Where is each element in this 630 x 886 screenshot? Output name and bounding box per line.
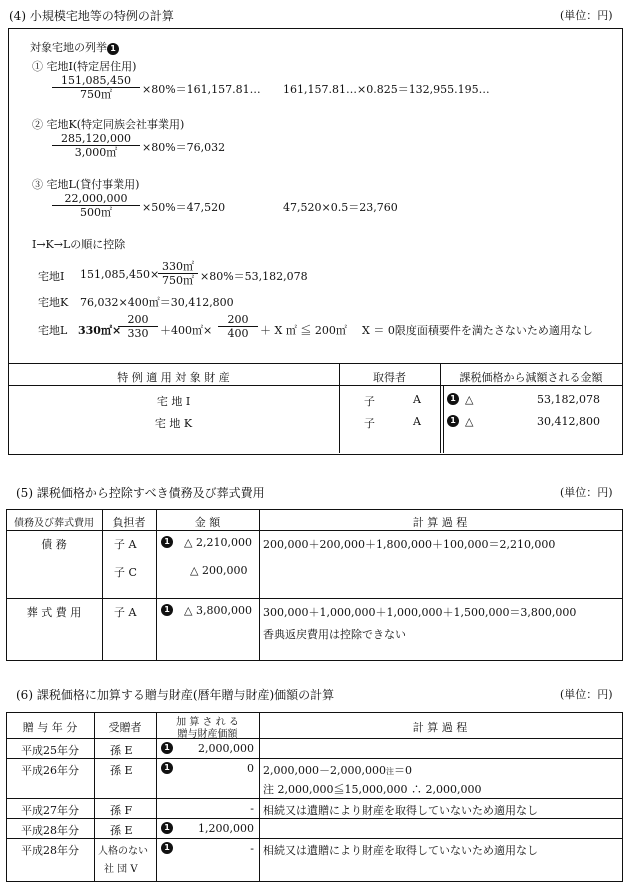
row-acq-name: A bbox=[413, 415, 421, 428]
bullet-icon: 1 bbox=[161, 762, 173, 774]
ded-k-label: 宅地K bbox=[38, 296, 69, 309]
ded-l-c: ＋ X ㎡ ≦ 200㎡ bbox=[260, 324, 347, 337]
bullet-icon: 1 bbox=[161, 822, 173, 834]
row-payer2: 子 C bbox=[114, 566, 137, 579]
row-calc1: 200,000＋200,000＋1,800,000＋100,000＝2,210,000 bbox=[263, 538, 556, 551]
row-amount2: △ 200,000 bbox=[190, 564, 248, 577]
sec4-unit: (単位：円) bbox=[560, 9, 613, 22]
row-type: 葬 式 費 用 bbox=[26, 606, 82, 619]
ded-l-fraction1: $\frac{200}{330}$ bbox=[118, 313, 158, 340]
row-acq-rel: 子 bbox=[364, 417, 375, 430]
item3-fraction: $\frac{22,000,000}{500㎡}$ bbox=[52, 192, 140, 219]
row-year: 平成25年分 bbox=[21, 744, 79, 757]
item3-label: ③ 宅地L(貸付事業用) bbox=[32, 178, 140, 191]
order-text: I→K→Lの順に控除 bbox=[32, 238, 126, 251]
ded-l-a: 330㎡× bbox=[78, 324, 122, 337]
row-recipient: 孫 E bbox=[110, 764, 133, 777]
bullet-icon: 1 bbox=[161, 604, 173, 616]
ded-k-text: 76,032×400㎡＝30,412,800 bbox=[80, 296, 234, 309]
sec6-th-recipient: 受贈者 bbox=[108, 721, 142, 734]
sec6-th-amount-2: 贈与財産価額 bbox=[177, 729, 238, 740]
sec5-th-type: 債務及び葬式費用 bbox=[14, 518, 94, 529]
bullet-icon: 1 bbox=[447, 393, 459, 405]
sec4-title: (4) 小規模宅地等の特例の計算 bbox=[9, 9, 174, 23]
bullet-icon: 1 bbox=[107, 43, 119, 55]
bullet-icon: 1 bbox=[161, 536, 173, 548]
bullet-icon: 1 bbox=[447, 415, 459, 427]
sec4-th-property: 特 例 適 用 対 象 財 産 bbox=[117, 371, 230, 384]
ded-i-fraction: $\frac{330㎡}{750㎡}$ bbox=[158, 260, 198, 287]
item1-calc: ×80%＝161,157.81… bbox=[142, 83, 261, 96]
row-calc1: 300,000＋1,000,000＋1,000,000＋1,500,000＝3,800,000 bbox=[263, 606, 577, 619]
sec5-th-calc: 計 算 過 程 bbox=[412, 516, 468, 529]
row-calc2: 香典返戻費用は控除できない bbox=[263, 628, 406, 641]
row-amount1: △ 2,210,000 bbox=[184, 536, 252, 549]
row-recipient2: 社 団 V bbox=[104, 864, 138, 875]
ded-i-pre: 151,085,450× bbox=[80, 268, 160, 281]
sec6-th-year: 贈 与 年 分 bbox=[22, 721, 78, 734]
item2-calc: ×80%＝76,032 bbox=[142, 141, 226, 154]
row-year: 平成27年分 bbox=[21, 804, 79, 817]
ded-l-d: X ＝ 0限度面積要件を満たさないため適用なし bbox=[362, 324, 593, 337]
row-year: 平成28年分 bbox=[21, 824, 79, 837]
ded-i-label: 宅地I bbox=[38, 270, 65, 283]
item2-fraction: $\frac{285,120,000}{3,000㎡}$ bbox=[52, 132, 140, 159]
row-amount: 2,000,000 bbox=[198, 742, 254, 755]
row-payer1: 子 A bbox=[114, 606, 137, 619]
row-acq-rel: 子 bbox=[364, 395, 375, 408]
item2-label: ② 宅地K(特定同族会社事業用) bbox=[32, 118, 185, 131]
row-acq-name: A bbox=[413, 393, 421, 406]
row-payer1: 子 A bbox=[114, 538, 137, 551]
sec5-unit: (単位：円) bbox=[560, 486, 613, 499]
sec5-th-amount: 金 額 bbox=[194, 516, 221, 529]
sec4-th-acquirer: 取得者 bbox=[373, 371, 406, 384]
ded-l-label: 宅地L bbox=[38, 324, 68, 337]
ded-l-b: ＋400㎡× bbox=[160, 324, 213, 337]
sec5-th-payer: 負担者 bbox=[112, 516, 146, 529]
row-recipient: 孫 E bbox=[110, 824, 133, 837]
row-amount: 53,182,078 bbox=[537, 393, 600, 406]
row-type: 債 務 bbox=[41, 538, 67, 551]
item3-calc: ×50%＝47,520 bbox=[142, 201, 226, 214]
row-calc1: 2,000,000－2,000,000注＝0 bbox=[263, 764, 412, 777]
row-amount: - bbox=[250, 802, 254, 815]
row-amount: - bbox=[250, 842, 254, 855]
row-calc1: 相続又は遺贈により財産を取得していないため適用なし bbox=[263, 804, 538, 817]
sec6-unit: (単位：円) bbox=[560, 688, 613, 701]
row-amount: 1,200,000 bbox=[198, 822, 254, 835]
ded-l-fraction2: $\frac{200}{400}$ bbox=[218, 313, 258, 340]
row-property: 宅 地 I bbox=[156, 395, 191, 408]
list-header: 対象宅地の列挙 1 bbox=[30, 39, 119, 55]
item1-fraction: $\frac{151,085,450}{750㎡}$ bbox=[52, 74, 140, 101]
sec6-th-calc: 計 算 過 程 bbox=[412, 721, 468, 734]
row-recipient: 孫 F bbox=[110, 804, 133, 817]
item1-calc2: 161,157.81…×0.825＝132,955.195… bbox=[283, 83, 490, 96]
sec6-title: (6) 課税価格に加算する贈与財産(暦年贈与財産)価額の計算 bbox=[16, 688, 335, 702]
row-amount1: △ 3,800,000 bbox=[184, 604, 252, 617]
item1-label: ① 宅地I(特定居住用) bbox=[32, 60, 137, 73]
row-tri: △ bbox=[465, 393, 474, 406]
row-amount: 30,412,800 bbox=[537, 415, 600, 428]
row-amount: 0 bbox=[247, 762, 254, 775]
row-calc1: 相続又は遺贈により財産を取得していないため適用なし bbox=[263, 844, 538, 857]
bullet-icon: 1 bbox=[161, 842, 173, 854]
bullet-icon: 1 bbox=[161, 742, 173, 754]
row-tri: △ bbox=[465, 415, 474, 428]
sec6-th-amount-1: 加 算 さ れ る bbox=[176, 717, 239, 728]
row-calc2: 注 2,000,000≦15,000,000 ∴ 2,000,000 bbox=[263, 783, 482, 796]
row-property: 宅 地 K bbox=[154, 417, 193, 430]
ded-i-post: ×80%＝53,182,078 bbox=[200, 270, 308, 283]
sec4-th-amount: 課税価格から減額される金額 bbox=[459, 371, 603, 384]
sec5-title: (5) 課税価格から控除すべき債務及び葬式費用 bbox=[16, 486, 265, 500]
row-recipient: 人格のない bbox=[98, 846, 148, 857]
row-recipient: 孫 E bbox=[110, 744, 133, 757]
row-year: 平成26年分 bbox=[21, 764, 79, 777]
row-year: 平成28年分 bbox=[21, 844, 79, 857]
item3-calc2: 47,520×0.5＝23,760 bbox=[283, 201, 398, 214]
